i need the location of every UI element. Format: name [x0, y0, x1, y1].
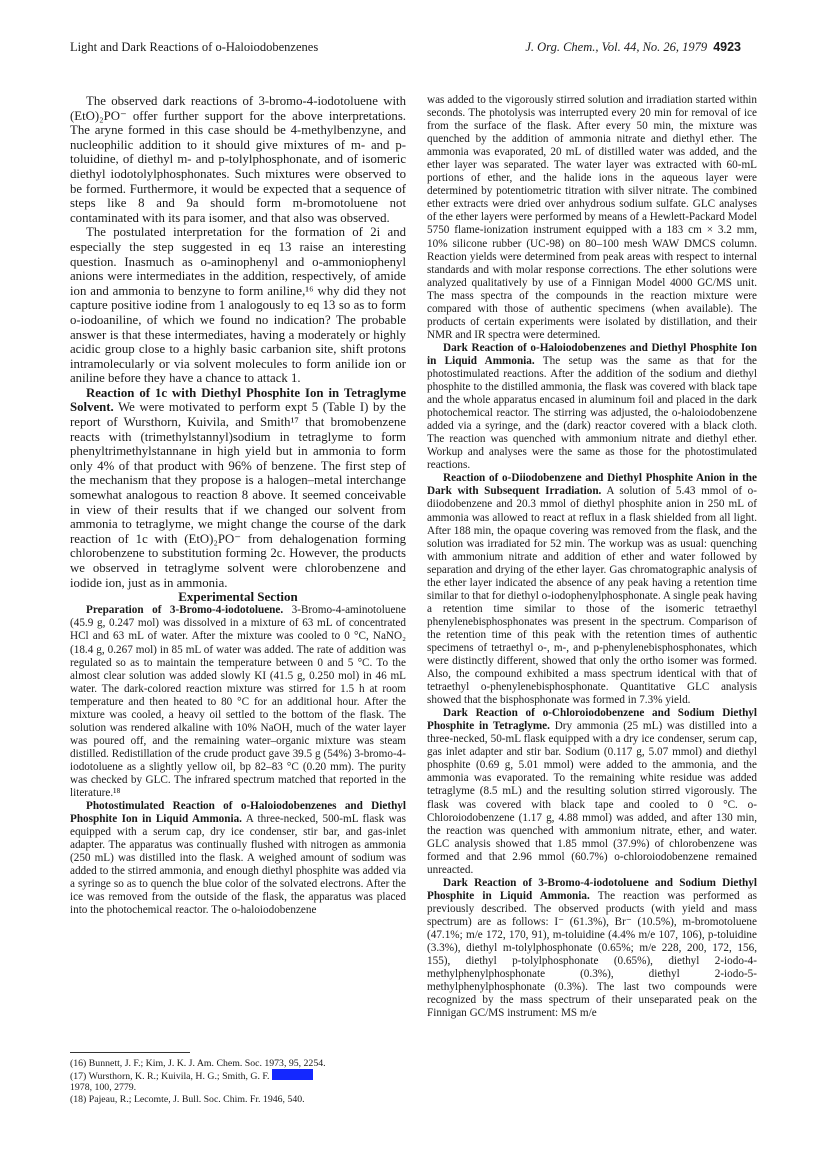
paragraph-body: A solution of 5.43 mmol of o-diiodobenzene and 20.3 mmol of diethyl phosphite anion in 250 mL of ammonia was allowed to react at reflux in a flask shielded from all light. After 188 min, the opaque covering was removed from the flask, and the solution was irradiated for 52 min. The workup was as usual: quenching with ammonium nitrate and addition of ether and water followed by separation and drying of the ether layer. Gas chromatographic analysis of the ether layer indicated the absence of any peak having a retention time similar to that for diethyl o-iodophenylphosphonate. A single peak having a retention time similar to those of the isomeric tetraethyl phenylenebisphosphonates was present in the spectrum. Comparison of the retention time of this peak with the retention times of authentic specimens of tetraethyl o-, m-, and p-phenylenebisphosphonates, which were distinctly different, showed that only the ortho isomer was formed. Also, the compound exhibited a mass spectrum identical with that of tetraethyl o-phenylenebisphosphonate. Quantitative GLC analysis showed that the bisphosphonate was formed in 7.3% yield. [427, 485, 757, 707]
footnote-16: (16) Bunnett, J. F.; Kim, J. K. J. Am. Chem. Soc. 1973, 95, 2254. [70, 1058, 326, 1069]
footnote-rule [70, 1052, 190, 1053]
run-in-heading: Preparation of 3-Bromo-4-iodotoluene. [86, 604, 284, 617]
footnote-18: (18) Pajeau, R.; Lecomte, J. Bull. Soc. Chim. Fr. 1946, 540. [70, 1093, 305, 1105]
paragraph [70, 604, 406, 800]
footnote [70, 1094, 406, 1105]
footnote [70, 1082, 406, 1093]
run-in-heading: Reaction of 1c with Diethyl Phosphite Ion in Tetraglyme Solvent. [70, 385, 406, 415]
paragraph [70, 800, 406, 917]
journal-name: J. Org. Chem., Vol. 44, No. 26, 1979 [525, 40, 708, 54]
footnotes [70, 1052, 406, 1105]
paragraph [427, 877, 757, 1021]
run-in-heading: Reaction of o-Diiodobenzene and Diethyl Phosphite Anion in the Dark with Subsequent Irradiation. [427, 472, 757, 498]
paragraph: The postulated interpretation for the formation of 2i and especially the step suggested in eq 13 raise an interesting question. Inasmuch as o-aminophenyl and o-ammoniophenyl anions were intermediates in the addition, respectively, of amide ion and ammonia to benzyne to form aniline,¹⁶ why did they not capture positive iodine from 1 analogously to eq 13 so as to form o-iodoaniline, of which we found no indication? The probable answer is that these intermediates, having a moderately or highly acidic group close to a highly basic carbanion site, shift protons intramolecularly or via solvent molecules to form anilide ion or aniline before they have a chance to attack 1. [70, 225, 406, 386]
redaction-mark [272, 1069, 313, 1080]
paragraph [70, 386, 406, 590]
footnote-17-continued: 1978, 100, 2779. [70, 1082, 137, 1094]
run-in-heading: Dark Reaction of o-Haloiodobenzenes and Diethyl Phosphite Ion in Liquid Ammonia. [427, 341, 757, 367]
paragraph: was added to the vigorously stirred solution and irradiation started within seconds. The photolysis was interrupted every 20 min for removal of ice from the surface of the flask. After every 50 min, the mixture was quenched by the addition of ammonia nitrate and diethyl ether. The ammonia was evaporated, 20 mL of distilled water was added, and the ether layer was separated. The water layer was extracted with 60-mL portions of ether, and the halide ions in the aqueous layer were determined by potentiometric titration with silver nitrate. The combined ether extracts were dried over anhydrous sodium sulfate. GLC analyses of the ether layers were performed by means of a Hewlett-Packard Model 5750 flame-ionization instrument equipped with a 183 cm × 3.2 mm, 10% silicone rubber (UC-98) on 80–100 mesh WAW DMCS column. Reaction yields were determined from peak areas with respect to internal standards and with molar response corrections. The ether solutions were analyzed qualitatively by use of a Finnigan Model 4000 GC/MS unit. The mass spectra of the compounds in the reaction mixture were compared with those of authentic specimens (when available). The products of certain experiments were isolated by distillation, and their NMR and IR spectra were determined. [427, 94, 757, 341]
running-title: Light and Dark Reactions of o-Haloiodobenzenes [70, 40, 319, 54]
paragraph-body: The setup was the same as that for the photostimulated reactions. After the addition of the sodium and diethyl phosphite to the distilled ammonia, the flask was covered with black tape and the whole apparatus encased in aluminum foil and placed in the dark photochemical reactor. The stirring was adjusted, the o-haloiodobenzene added via a syringe, and the (dark) reactor covered with a black cloth. The reaction was quenched with ammonium nitrate and diethyl ether. Workup and analyses were the same as those for the photostimulated reactions. [427, 354, 757, 472]
paragraph-body: Dry ammonia (25 mL) was distilled into a three-necked, 50-mL flask equipped with a dry ice condenser, serum cap, gas inlet adapter and stir bar. Sodium (0.117 g, 5.07 mmol) and diethyl phosphite (0.69 g, 5.01 mmol) were added to the ammonia, and the ammonia was evaporated. To the remaining white residue was added tetraglyme (8.5 mL) and the resulting solution stirred vigorously. The flask was covered with black tape and cooled to 0 °C. o-Chloroiodobenzene (1.17 g, 4.88 mmol) was added, and after 130 min, the reaction was quenched with ammonium nitrate, ether, and water. GLC analysis showed that 1.85 mmol (37.9%) of chlorobenzene was formed and that 2.96 mmol (60.7%) o-chloroiodobenzene remained unreacted. [427, 720, 757, 876]
paragraph-body: A three-necked, 500-mL flask was equipped with a serum cap, dry ice condenser, stir bar, and gas-inlet adapter. The apparatus was continually flushed with nitrogen as ammonia (250 mL) was distilled into the flask. A weighed amount of sodium was added to the stirred ammonia, and enough diethyl phosphite was added via a syringe so as to quench the blue color of the solvated electrons. After the ice was removed from the outside of the flask, the apparatus was placed into the photochemical reactor. The o-haloiodobenzene [70, 813, 406, 917]
paragraph-body: The reaction was performed as previously described. The observed products (with yield and mass spectrum) are as follows: I⁻ (61.3%), Br⁻ (10.5%), m-bromotoluene (47.1%; m/e 172, 170, 91), m-toluidine (4.4% m/e 107, 106), p-toluidine (3.3%), diethyl m-tolylphosphonate (0.65%; m/e 228, 200, 172, 156, 155), diethyl p-tolylphosphonate (0.65%), diethyl 2-iodo-4-methylphenylphosphonate (0.3%), diethyl 2-iodo-5-methylphenylphosphonate (0.3%). The last two compounds were recognized by the mass spectrum of their unseparated peak on the Finnigan GC/MS instrument: MS m/e [427, 889, 757, 1020]
right-column [427, 94, 757, 1020]
paragraph [427, 342, 757, 472]
footnote [70, 1069, 406, 1082]
section-title: Experimental Section [178, 589, 298, 605]
run-in-heading: Dark Reaction of 3-Bromo-4-iodotoluene and Sodium Diethyl Phosphite in Liquid Ammonia. [427, 876, 757, 902]
paragraph: The observed dark reactions of 3-bromo-4-iodotoluene with (EtO)₂PO⁻ offer further support for the above interpretations. The aryne formed in this case should be 4-methylbenzyne, and nucleophilic addition to it should give mixtures of m- and p-toluidine, of diethyl m- and p-tolylphosphonate, and of isomeric diethyl iodotolylphosphonates. Such mixtures were observed to be formed. Furthermore, it would be expected that a sequence of steps like 8 and 9a should form m-bromotoluene not contaminated with its para isomer, and that also was observed. [70, 94, 406, 225]
left-column [70, 94, 406, 918]
paragraph-body: 3-Bromo-4-aminotoluene (45.9 g, 0.247 mol) was dissolved in a mixture of 63 mL of concentrated HCl and 63 mL of water. After the mixture was cooled to 0 °C, NaNO₂ (18.4 g, 0.267 mol) in 85 mL of water was added. The rate of addition was regulated so as to maintain the temperature between 0 and 5 °C. To the almost clear solution was added slowly KI (41.5 g, 0.250 mol) in 46 mL water. The dark-colored reaction mixture was stirred for 1.5 h at room temperature and then heated to 80 °C for an additional hour. After the mixture was cooled, a heavy oil settled to the bottom of the flask. The solution was rendered alkaline with 10% NaOH, much of the water layer was poured off, and the remaining water–organic mixture was steam distilled. Redistillation of the crude product gave 39.5 g (54%) 3-bromo-4-iodotoluene as a slightly yellow oil, bp 82–83 °C (0.20 mm). The purity was checked by GLC. The infrared spectrum matched that reported in the literature.¹⁸ [70, 604, 406, 800]
journal-citation [525, 40, 741, 55]
run-in-heading: Photostimulated Reaction of o-Haloiodobenzenes and Diethyl Phosphite Ion in Liquid Ammonia. [70, 800, 406, 826]
run-in-heading: Dark Reaction of o-Chloroiodobenzene and Sodium Diethyl Phosphite in Tetraglyme. [427, 707, 757, 733]
footnote [70, 1058, 406, 1069]
paragraph [427, 707, 757, 877]
page-number: 4923 [713, 40, 741, 54]
footnote-17: (17) Wursthorn, K. R.; Kuivila, H. G.; Smith, G. F. [70, 1071, 270, 1083]
paragraph [427, 472, 757, 707]
paragraph-body: We were motivated to perform expt 5 (Table I) by the report of Wursthorn, Kuivila, and Smith¹⁷ that bromobenzene reacts with (trimethylstannyl)sodium in tetraglyme to form phenyltrimethylstannane in high yield but in ammonia to form only 4% of that product with 96% of benzene. The first step of the mechanism that they propose is a halogen–metal interchange somewhat analogous to reaction 8 above. It seemed conceivable in view of their results that if we changed our solvent from ammonia to tetraglyme, we might change the course of the dark reaction of 1c with (EtO)₂PO⁻ from dehalogenation forming chlorobenzene to substitution forming 2c. However, the products we observed in tetraglyme solvent were chlorobenzene and iodide ion, just as in ammonia. [70, 400, 406, 590]
